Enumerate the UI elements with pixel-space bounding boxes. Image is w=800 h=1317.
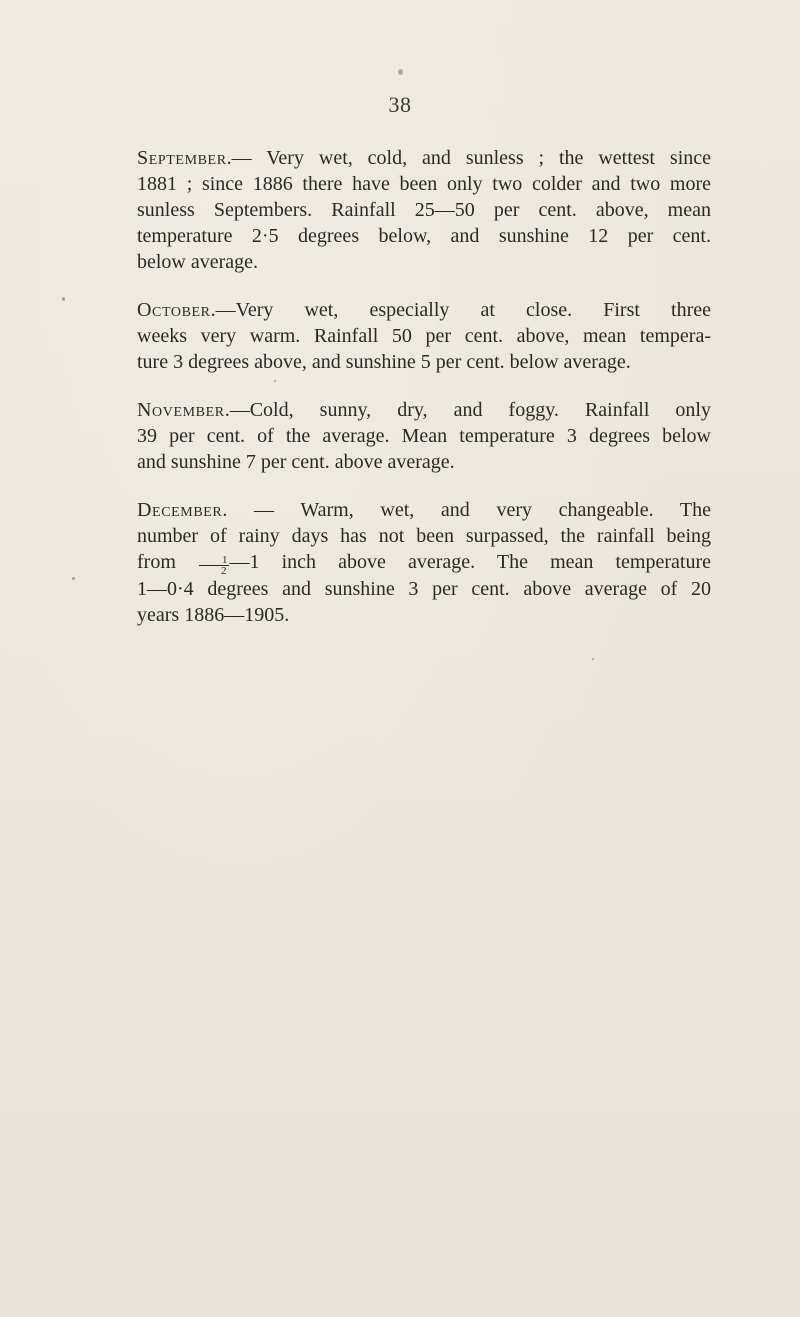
month-heading: October <box>137 299 211 321</box>
paragraph-september <box>115 145 711 275</box>
paragraph-november <box>115 397 711 475</box>
text-line: .— Very wet, cold, and sunless ; the wettest since <box>226 147 711 169</box>
text-line: 39 per cent. of the average. Mean temperature 3 degrees below <box>137 425 711 447</box>
text-line: . — Warm, wet, and very changeable. The <box>222 499 711 521</box>
fraction-one-half <box>199 555 229 576</box>
paper-speck <box>592 658 594 660</box>
text-line: .—Very wet, especially at close. First three <box>210 299 711 321</box>
text-line: .—Cold, sunny, dry, and foggy. Rainfall only <box>224 399 711 421</box>
fraction-numerator: 1 <box>199 555 229 566</box>
month-heading: November <box>137 399 225 421</box>
text-line: sunless Septembers. Rainfall 25—50 per cent. above, mean <box>137 199 711 221</box>
text-line: 1881 ; since 1886 there have been only two colder and two more <box>137 173 711 195</box>
text-line: and sunshine 7 per cent. above average. <box>137 451 455 473</box>
text-segment: —1 inch above average. The mean temperature <box>229 551 711 573</box>
page-number: 38 <box>388 92 412 117</box>
paragraph-december <box>115 497 711 628</box>
fraction-denominator: 2 <box>221 565 227 577</box>
paper-speck <box>274 380 276 382</box>
text-line: ture 3 degrees above, and sunshine 5 per cent. below average. <box>137 351 631 373</box>
paper-speck <box>398 69 403 75</box>
month-heading: December <box>137 499 223 521</box>
paragraph-october <box>115 297 711 375</box>
paper-speck <box>72 577 75 580</box>
month-heading: September <box>137 147 227 169</box>
text-line: temperature 2·5 degrees below, and sunshine 12 per cent. <box>137 225 711 247</box>
text-line: weeks very warm. Rainfall 50 per cent. above, mean tempera- <box>137 325 711 347</box>
text-segment: from <box>137 551 176 573</box>
text-line: below average. <box>137 251 259 273</box>
text-line: 1—0·4 degrees and sunshine 3 per cent. above average of 20 <box>137 578 711 600</box>
text-line: years 1886—1905. <box>137 604 290 626</box>
paper-speck <box>62 297 65 301</box>
text-line: number of rainy days has not been surpassed, the rainfall being <box>137 525 711 547</box>
body-text <box>115 145 711 650</box>
